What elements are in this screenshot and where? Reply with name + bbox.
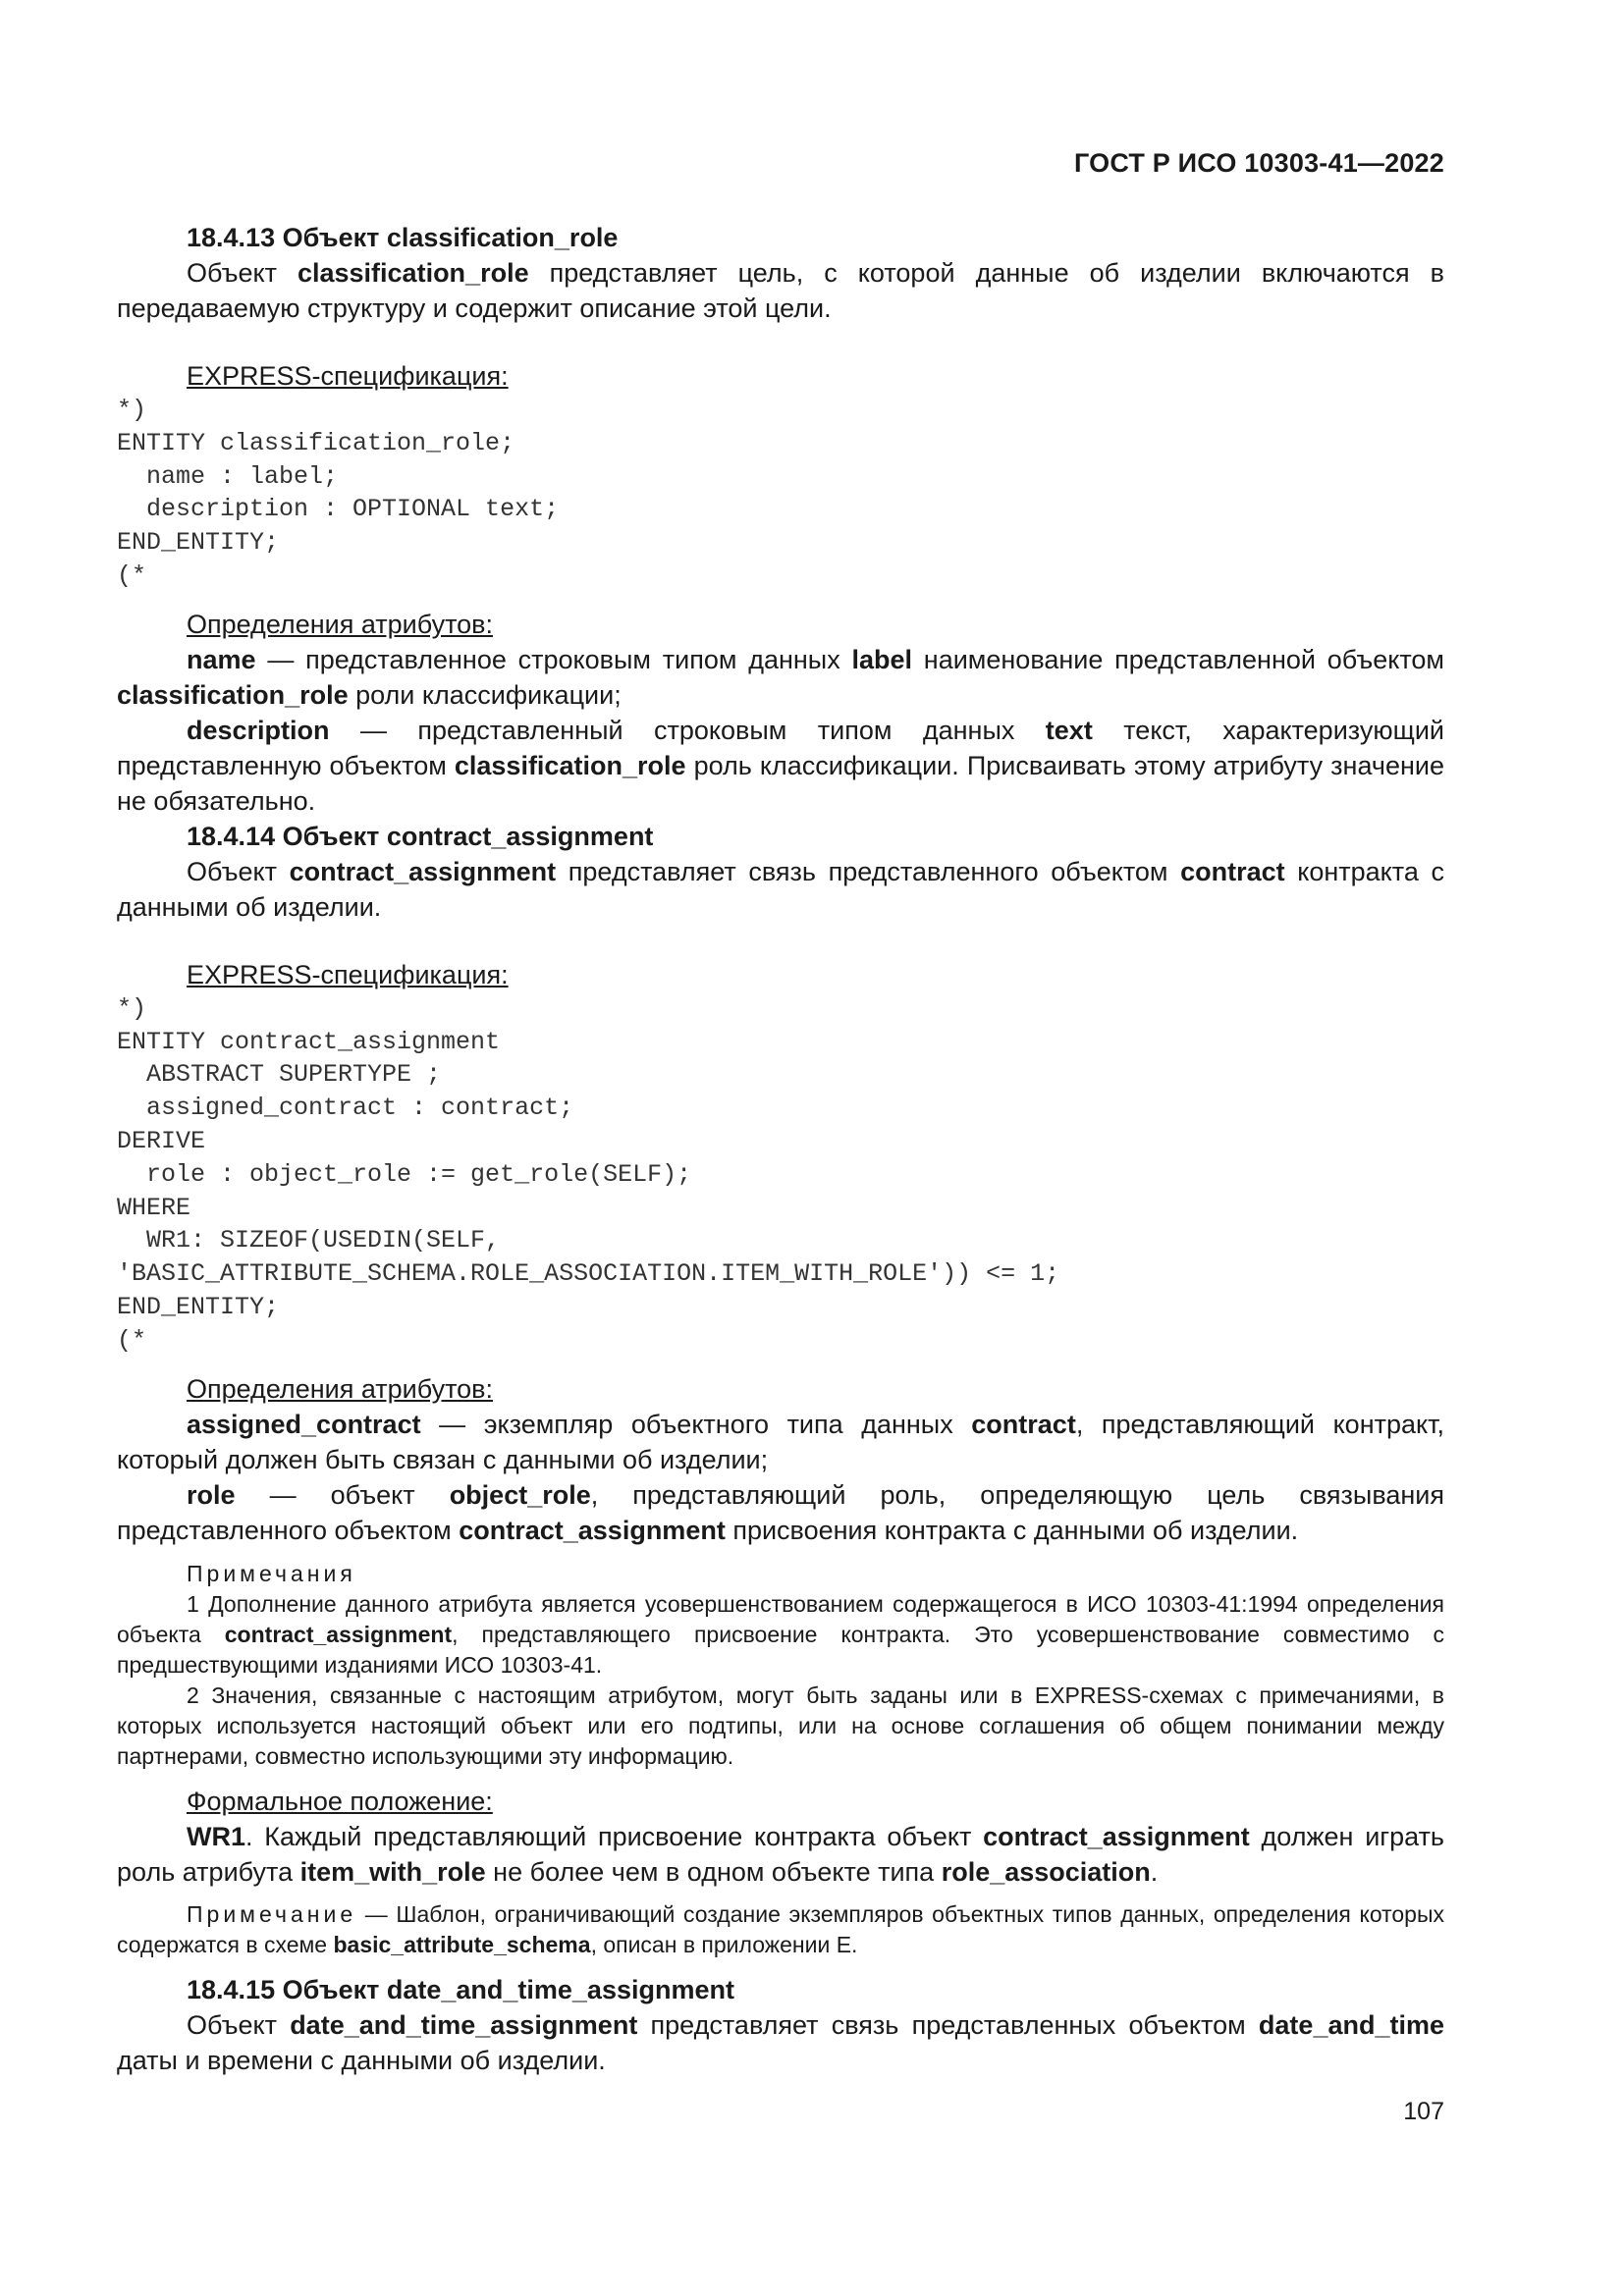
notes-title: Примечания — [187, 1560, 356, 1586]
express-code-block: *) ENTITY classification_role; name : label; description : OPTIONAL text; END_ENTITY; (* — [117, 396, 560, 590]
section-heading: 18.4.15 Объект date_and_time_assignment — [187, 1974, 734, 2004]
page-number: 107 — [1403, 2098, 1444, 2125]
attribute-name-definition: name — представленное строковым типом данных label наименование представленной объектом classification_role роли классификации; — [117, 644, 1444, 710]
section-intro: Объект date_and_time_assignment представляет связь представленных объектом date_and_time даты и времени с данными об изделии. — [117, 2009, 1444, 2075]
formal-rule-wr1: WR1. Каждый представляющий присвоение контракта объект contract_assignment должен играть роль атрибута item_with_role не более чем в одном объекте типа role_association. — [117, 1821, 1444, 1887]
attribute-role-definition: role — объект object_role, представляющий роль, определяющую цель связывания представленного объектом contract_assignment присвоения контракта с данными об изделии. — [117, 1479, 1444, 1545]
note-2: 2 Значения, связанные с настоящим атрибутом, могут быть заданы или в EXPRESS-схемах с примечаниями, в которых используется настоящий объект или его подтипы, или на основе соглашения об общем понимании между партнерами, совместно использующими эту информацию. — [117, 1682, 1444, 1769]
express-spec-label: EXPRESS-спецификация: — [187, 361, 509, 391]
note-1: 1 Дополнение данного атрибута является усовершенствованием содержащегося в ИСО 10303-41:1994 определения объекта contract_assignment, представляющего присвоение контракта. Это усовершенствование совместимо с предшествующими изданиями ИСО 10303-41. — [117, 1590, 1444, 1678]
section-18-4-13 — [117, 220, 1444, 2078]
formal-proposition-label: Формальное положение: — [187, 1786, 493, 1816]
attributes-label: Определения атрибутов: — [187, 1373, 494, 1404]
document-header: ГОСТ Р ИСО 10303-41—2022 — [1074, 148, 1444, 178]
section-intro: Объект classification_role представляет цель, с которой данные об изделии включаются в передаваемую структуру и содержит описание этой цели. — [117, 258, 1444, 323]
attributes-label: Определения атрибутов: — [187, 609, 494, 639]
attribute-description-definition: description — представленный строковым типом данных text текст, характеризующий представленную объектом classification_role роль классификации. Присваивать этому атрибуту значение не обязательно. — [117, 715, 1444, 816]
section-heading: 18.4.13 Объект classification_role — [187, 223, 619, 252]
note-template: Примечание — Шаблон, ограничивающий создание экземпляров объектных типов данных, определения которых содержатся в схеме basic_attribute_schema, описан в приложении Е. — [117, 1900, 1444, 1957]
section-intro: Объект contract_assignment представляет связь представленного объектом contract контракта с данными об изделии. — [117, 856, 1445, 922]
express-code-block: *) ENTITY contract_assignment ABSTRACT SUPERTYPE ; assigned_contract : contract; DERIVE role : object_role := get_role(SELF); WHERE WR1: SIZEOF(USEDIN(SELF, 'BASIC_ATTRIBUTE_SCHEMA.ROLE_ASSOCIATION.ITEM_WITH_ROLE')) <= 1; END_ENTITY; (* — [117, 993, 1060, 1355]
express-spec-label: EXPRESS-спецификация: — [187, 959, 509, 989]
section-heading: 18.4.14 Объект contract_assignment — [187, 821, 654, 851]
attribute-assigned-contract-definition: assigned_contract — экземпляр объектного типа данных contract, представляющий контракт, который должен быть связан с данными об изделии; — [117, 1409, 1444, 1474]
